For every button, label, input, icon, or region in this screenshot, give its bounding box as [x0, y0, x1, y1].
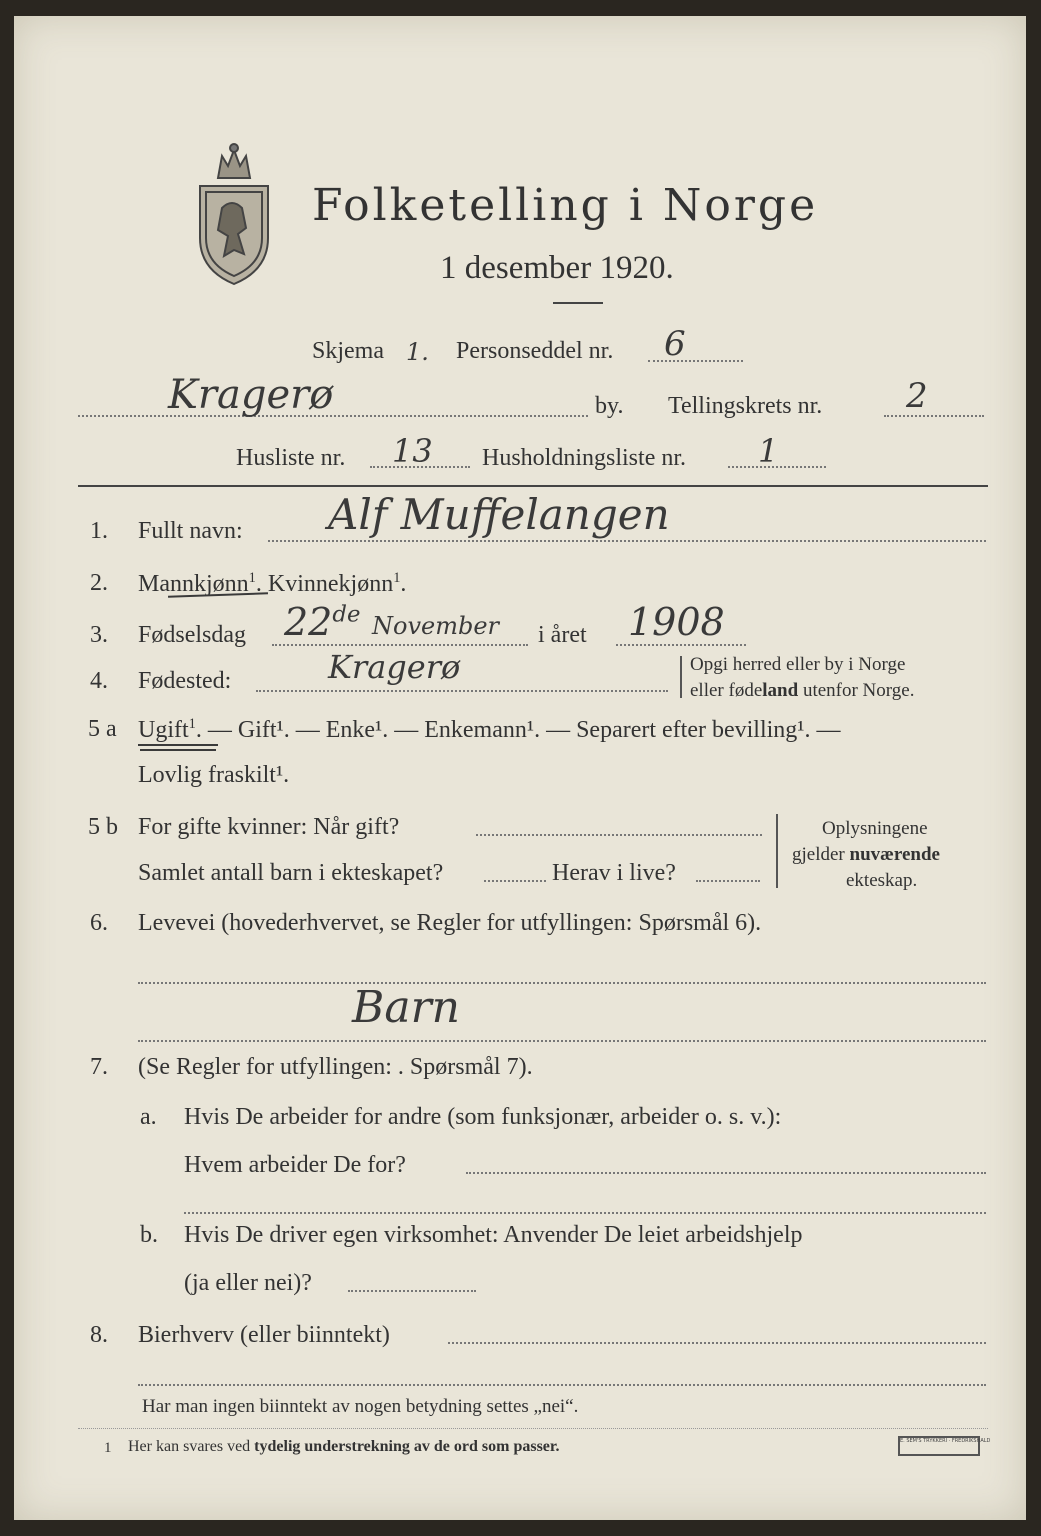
footnote-number: 1	[104, 1440, 112, 1456]
printer-stamp: E. SEM'S TRYKKERI · FREDRIKSHALD	[898, 1436, 980, 1456]
footer-note: Har man ingen biinntekt av nogen betydning settes „nei“.	[142, 1396, 579, 1417]
husholdningsliste-value: 1	[758, 432, 779, 470]
tellingskrets-label: Tellingskrets nr.	[668, 393, 823, 419]
q5a-options: Ugift$^1$. — Gift¹. — Enke¹. — Enkemann¹. — Separert efter bevilling¹. —	[138, 716, 841, 743]
q2-label: Mannkjønn$^1$. Kvinnekjønn$^1$.	[138, 570, 407, 597]
q7a-line-2	[184, 1212, 986, 1214]
q3-label: Fødselsdag	[138, 622, 246, 648]
skjema-value: 1.	[406, 338, 429, 366]
q5a-ugift-option: Ugift	[138, 717, 189, 743]
q8-label: Bierhverv (eller biinntekt)	[138, 1322, 390, 1348]
q6-value: Barn	[352, 982, 460, 1033]
personseddel-line	[648, 360, 743, 362]
q6-number: 6.	[90, 910, 108, 936]
husliste-value: 13	[392, 432, 433, 470]
q5a-ugift-underline-2	[140, 749, 216, 751]
q7-label: (Se Regler for utfyllingen: . Spørsmål 7).	[138, 1054, 533, 1080]
q1-number: 1.	[90, 518, 108, 544]
q8-number: 8.	[90, 1322, 108, 1348]
q4-note-brace	[680, 656, 682, 698]
husholdningsliste-label: Husholdningsliste nr.	[482, 445, 687, 471]
title-dash	[553, 302, 603, 304]
q5a-number: 5 a	[88, 716, 117, 742]
q3-year-line	[616, 644, 746, 646]
q2-male-option: Mannkjønn	[138, 571, 249, 597]
q5a-line2: Lovlig fraskilt¹.	[138, 762, 290, 788]
q1-value: Alf Muffelangen	[328, 490, 670, 539]
q5b-note-brace	[776, 814, 778, 888]
q1-line	[268, 540, 986, 542]
husliste-label: Husliste nr.	[236, 445, 346, 471]
footnote-divider	[78, 1428, 988, 1429]
q4-note-line2: eller fødeland utenfor Norge.	[690, 680, 915, 701]
q7b-line	[348, 1290, 476, 1292]
city-value: Kragerø	[168, 372, 334, 418]
q4-line	[256, 690, 668, 692]
by-label: by.	[595, 393, 624, 419]
tellingskrets-line	[884, 415, 984, 417]
q5b-note-line1: Oplysningene	[822, 818, 928, 839]
q5b-number: 5 b	[88, 814, 118, 840]
q7a-line2: Hvem arbeider De for?	[184, 1152, 406, 1178]
q7a-line	[466, 1172, 986, 1174]
header-divider	[78, 485, 988, 487]
q4-number: 4.	[90, 668, 108, 694]
form-title: Folketelling i Norge	[312, 180, 819, 231]
q5b-alive-label: Herav i live?	[552, 860, 676, 886]
q4-label: Fødested:	[138, 668, 232, 694]
q5b-children-line	[484, 880, 546, 882]
personseddel-label: Personseddel nr.	[456, 338, 614, 364]
q3-day-value: 22de	[284, 600, 361, 644]
q3-month-value: November	[372, 612, 500, 640]
footnote-text: Her kan svares ved tydelig understrekning av de ord som passer.	[128, 1438, 560, 1455]
q7a-line1: Hvis De arbeider for andre (som funksjonær, arbeider o. s. v.):	[184, 1104, 782, 1130]
q5b-line1: For gifte kvinner: Når gift?	[138, 814, 400, 840]
q1-label: Fullt navn:	[138, 518, 243, 544]
q2-number: 2.	[90, 570, 108, 596]
q3-year-label: i året	[538, 622, 587, 648]
q5b-note-line3: ekteskap.	[846, 870, 918, 891]
skjema-label: Skjema	[312, 338, 384, 364]
q5b-note-line2: gjelder nuværende	[792, 844, 940, 865]
q7b-number: b.	[140, 1222, 158, 1248]
q5b-alive-line	[696, 880, 760, 882]
q6-line-2	[138, 1040, 986, 1042]
q5b-when-line	[476, 834, 762, 836]
q8-line	[448, 1342, 986, 1344]
q7b-line2: (ja eller nei)?	[184, 1270, 312, 1296]
q4-value: Kragerø	[328, 648, 461, 686]
q7b-line1: Hvis De driver egen virksomhet: Anvender De leiet arbeidshjelp	[184, 1222, 803, 1248]
q2-female-option: . Kvinnekjønn	[255, 571, 394, 597]
census-date: 1 desember 1920.	[440, 250, 674, 286]
q7a-number: a.	[140, 1104, 157, 1130]
q6-line-1	[138, 982, 986, 984]
q5b-children-label: Samlet antall barn i ekteskapet?	[138, 860, 444, 886]
q3-year-value: 1908	[628, 600, 725, 644]
q5a-ugift-underline	[138, 744, 218, 746]
personseddel-value: 6	[664, 324, 686, 364]
q8-line-2	[138, 1384, 986, 1386]
coat-of-arms-icon	[188, 138, 280, 288]
q7-number: 7.	[90, 1054, 108, 1080]
q6-label: Levevei (hovederhvervet, se Regler for utfyllingen: Spørsmål 6).	[138, 910, 762, 936]
q3-number: 3.	[90, 622, 108, 648]
q3-day-line	[272, 644, 528, 646]
q4-note-line1: Opgi herred eller by i Norge	[690, 654, 906, 675]
tellingskrets-value: 2	[906, 376, 928, 416]
